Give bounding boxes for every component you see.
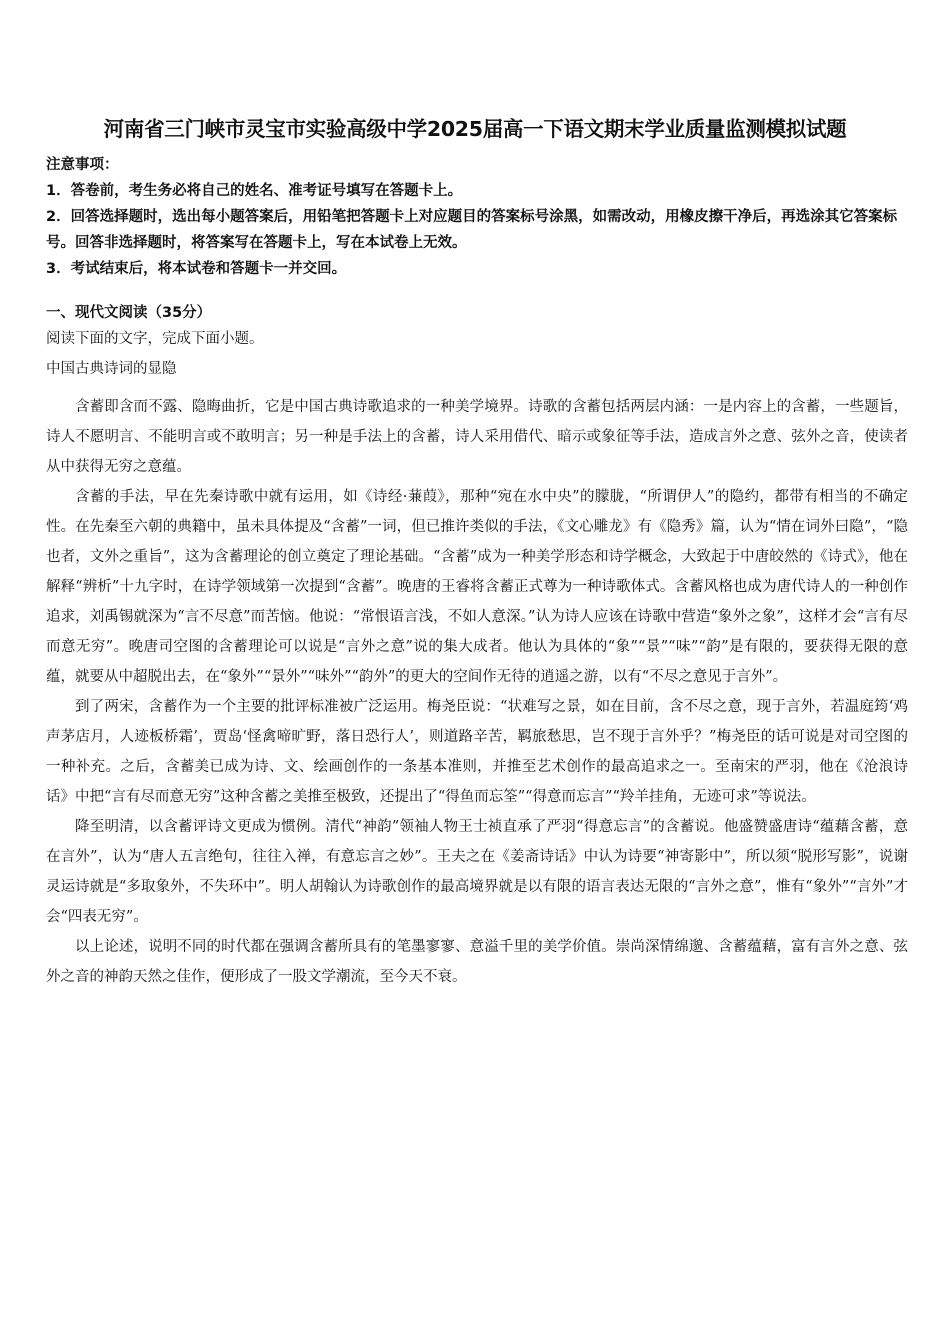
section-instruction: 阅读下面的文字，完成下面小题。 bbox=[46, 331, 264, 347]
article-paragraph: 含蓄的手法，早在先秦诗歌中就有运用，如《诗经·蒹葭》，那种“宛在水中央”的朦胧，“所谓伊人”的隐约，都带有相当的不确定性。在先秦至六朝的典籍中，虽未具体提及“含蓄”一词，但已推许类似的手法，《文心雕龙》有《隐秀》篇，认为“情在词外曰隐”，“隐也者，文外之重旨”，这为含蓄理论的创立奠定了理论基础。“含蓄”成为一种美学形态和诗学概念，大致起于中唐皎然的《诗式》，他在解释“辨析”十九字时，在诗学领域第一次提到“含蓄”。晚唐的王睿将含蓄正式尊为一种诗歌体式。含蓄风格也成为唐代诗人的一种创作追求，刘禹锡就深为“言不尽意”而苦恼。他说：“常恨语言浅，不如人意深。”认为诗人应该在诗歌中营造“象外之象”，这样才会“言有尽而意无穷”。晚唐司空图的含蓄理论可以说是“言外之意”说的集大成者。他认为具体的“象”“景”“味”“韵”是有限的，要获得无限的意蕴，就要从中超脱出去，在“象外”“景外”“味外”“韵外”的更大的空间作无待的逍遥之游，以有“不尽之意见于言外”。 bbox=[46, 489, 908, 685]
notice-item: 1．答卷前，考生务必将自己的姓名、准考证号填写在答题卡上。 bbox=[46, 183, 463, 199]
reading-article bbox=[46, 354, 908, 992]
article-paragraph: 含蓄即含而不露、隐晦曲折，它是中国古典诗歌追求的一种美学境界。诗歌的含蓄包括两层内涵：一是内容上的含蓄，一些题旨，诗人不愿明言、不能明言或不敢明言；另一种是手法上的含蓄，诗人采用借代、暗示或象征等手法，造成言外之意、弦外之音，使读者从中获得无穷之意蕴。 bbox=[46, 399, 908, 475]
notice-item: 2．回答选择题时，选出每小题答案后，用铅笔把答题卡上对应题目的答案标号涂黑，如需改动，用橡皮擦干净后，再选涂其它答案标号。回答非选择题时，将答案写在答题卡上，写在本试卷上无效。 bbox=[46, 209, 898, 251]
article-paragraph: 到了两宋，含蓄作为一个主要的批评标准被广泛运用。梅尧臣说：“状难写之景，如在目前，含不尽之意，现于言外，若温庭筠‘鸡声茅店月，人迹板桥霜’，贾岛‘怪禽啼旷野，落日恐行人’，则道路辛苦，羁旅愁思，岂不现于言外乎？”梅尧臣的话可说是对司空图的一种补充。之后，含蓄美已成为诗、文、绘画创作的一条基本准则，并推至艺术创作的最高追求之一。至南宋的严羽，他在《沧浪诗话》中把“言有尽而意无穷”这种含蓄之美推至极致，还提出了“得鱼而忘筌”“得意而忘言”“羚羊挂角，无迹可求”等说法。 bbox=[46, 699, 908, 805]
article-paragraph: 降至明清，以含蓄评诗文更成为惯例。清代“神韵”领袖人物王士祯直承了严羽“得意忘言”的含蓄说。他盛赞盛唐诗“蕴藉含蓄，意在言外”，认为“唐人五言绝句，往往入禅，有意忘言之妙”。王夫之在《姜斋诗话》中认为诗要“神寄影中”，所以须“脱形写影”，说谢灵运诗就是“多取象外，不失环中”。明人胡翰认为诗歌创作的最高境界就是以有限的语言表达无限的“言外之意”，惟有“象外”“言外”才会“四表无穷”。 bbox=[46, 819, 908, 925]
notice-item: 3．考试结束后，将本试卷和答题卡一并交回。 bbox=[46, 261, 347, 277]
section-modern-reading bbox=[46, 300, 908, 352]
exam-title: 河南省三门峡市灵宝市实验高级中学2025届高一下语文期末学业质量监测模拟试题 bbox=[103, 117, 847, 141]
article-paragraph: 以上论述，说明不同的时代都在强调含蓄所具有的笔墨寥寥、意溢千里的美学价值。崇尚深情绵邈、含蓄蕴藉，富有言外之意、弦外之音的神韵天然之佳作，便形成了一股文学潮流，至今天不衰。 bbox=[46, 939, 908, 985]
section-title: 一、现代文阅读（35分） bbox=[46, 305, 212, 321]
notice-heading: 注意事项： bbox=[46, 157, 119, 173]
article-title: 中国古典诗词的显隐 bbox=[46, 361, 177, 377]
notice-block bbox=[46, 152, 908, 282]
